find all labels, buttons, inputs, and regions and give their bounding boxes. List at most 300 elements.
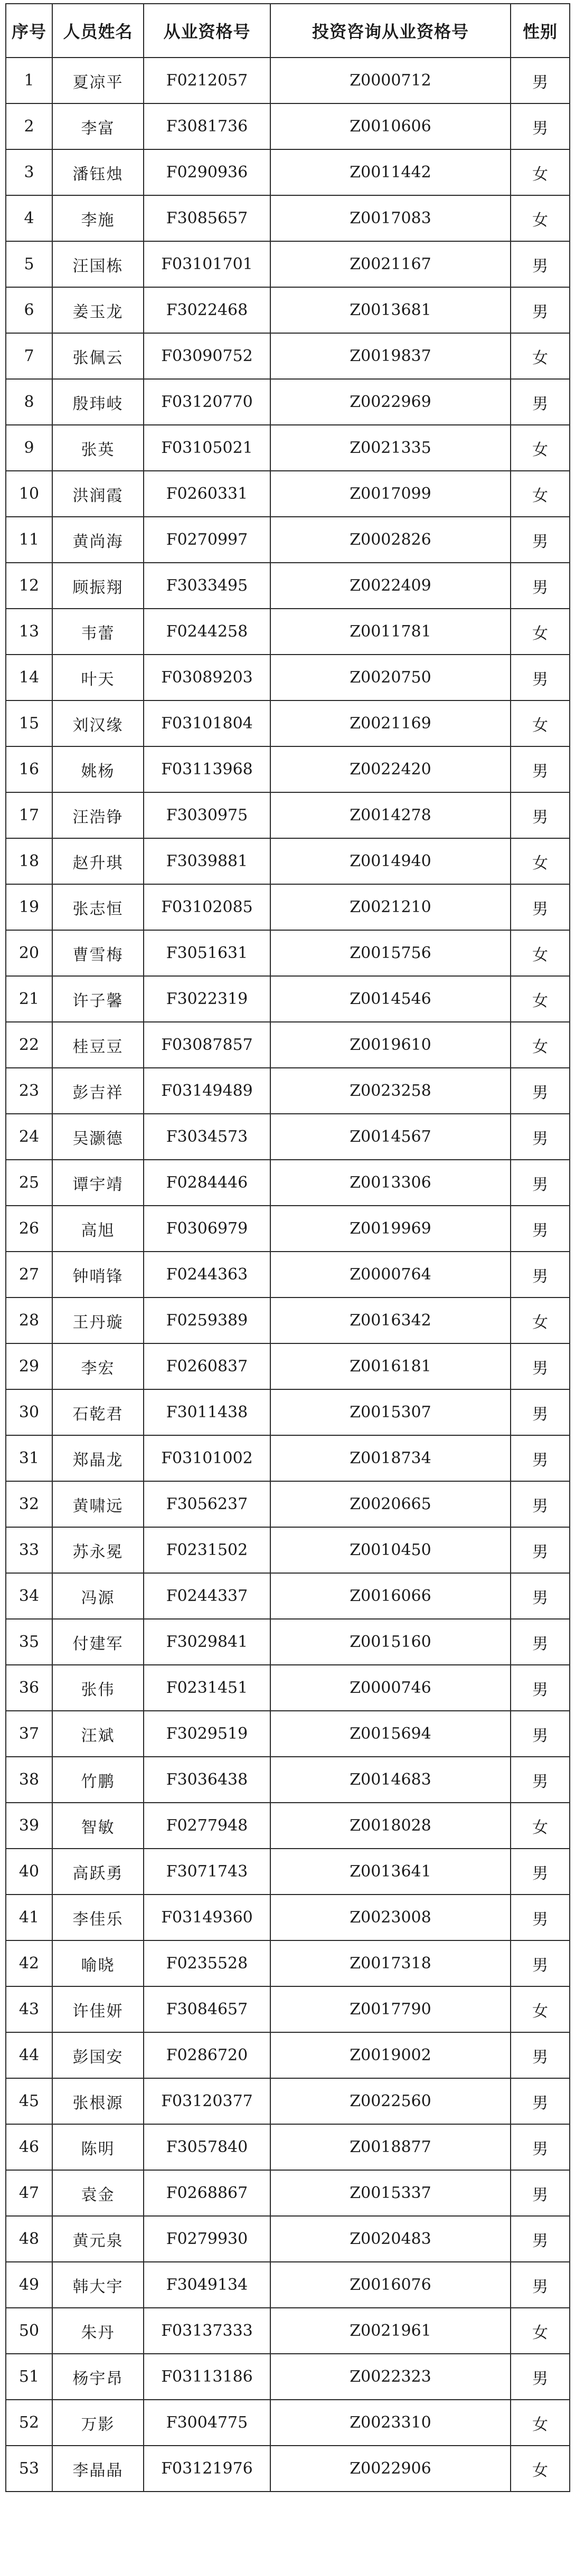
- table-row: [6, 1573, 570, 1619]
- cell-seq: 26: [6, 1206, 52, 1252]
- cell-name: 谭宇靖: [52, 1160, 144, 1206]
- cell-name: 喻晓: [52, 1940, 144, 1986]
- cell-gender: 男: [511, 2354, 570, 2400]
- cell-cert-number: F3030975: [144, 792, 270, 838]
- cell-seq: 33: [6, 1527, 52, 1573]
- cell-seq: 46: [6, 2124, 52, 2170]
- table-row: [6, 1022, 570, 1068]
- cell-cert-number: F3034573: [144, 1114, 270, 1160]
- cell-investment-consulting-number: Z0021210: [270, 884, 511, 930]
- cell-cert-number: F0231451: [144, 1665, 270, 1711]
- table-row: [6, 149, 570, 195]
- cell-cert-number: F3029841: [144, 1619, 270, 1665]
- cell-gender: 男: [511, 517, 570, 563]
- cell-investment-consulting-number: Z0018734: [270, 1435, 511, 1481]
- cell-seq: 41: [6, 1895, 52, 1940]
- cell-gender: 女: [511, 976, 570, 1022]
- cell-cert-number: F0270997: [144, 517, 270, 563]
- cell-investment-consulting-number: Z0022323: [270, 2354, 511, 2400]
- cell-seq: 23: [6, 1068, 52, 1114]
- cell-cert-number: F3081736: [144, 103, 270, 149]
- cell-investment-consulting-number: Z0013681: [270, 287, 511, 333]
- cell-seq: 44: [6, 2032, 52, 2078]
- cell-investment-consulting-number: Z0014940: [270, 838, 511, 884]
- cell-name: 石乾君: [52, 1389, 144, 1435]
- cell-gender: 男: [511, 2078, 570, 2124]
- cell-gender: 男: [511, 287, 570, 333]
- cell-investment-consulting-number: Z0010450: [270, 1527, 511, 1573]
- table-row: [6, 1435, 570, 1481]
- cell-name: 黄元泉: [52, 2216, 144, 2262]
- cell-cert-number: F0279930: [144, 2216, 270, 2262]
- header-seq: 序号: [6, 4, 52, 58]
- cell-investment-consulting-number: Z0021167: [270, 241, 511, 287]
- cell-name: 李施: [52, 195, 144, 241]
- cell-gender: 男: [511, 241, 570, 287]
- cell-gender: 女: [511, 1803, 570, 1849]
- cell-investment-consulting-number: Z0023008: [270, 1895, 511, 1940]
- cell-name: 汪国栋: [52, 241, 144, 287]
- cell-investment-consulting-number: Z0010606: [270, 103, 511, 149]
- table-row: [6, 1068, 570, 1114]
- cell-gender: 男: [511, 1114, 570, 1160]
- cell-gender: 男: [511, 2124, 570, 2170]
- cell-seq: 12: [6, 563, 52, 609]
- table-row: [6, 1665, 570, 1711]
- table-row: [6, 1986, 570, 2032]
- cell-investment-consulting-number: Z0013306: [270, 1160, 511, 1206]
- cell-name: 殷玮岐: [52, 379, 144, 425]
- cell-seq: 14: [6, 655, 52, 700]
- table-row: [6, 58, 570, 103]
- cell-seq: 43: [6, 1986, 52, 2032]
- cell-investment-consulting-number: Z0014278: [270, 792, 511, 838]
- cell-investment-consulting-number: Z0015337: [270, 2170, 511, 2216]
- cell-cert-number: F0290936: [144, 149, 270, 195]
- cell-cert-number: F03121976: [144, 2446, 270, 2492]
- cell-investment-consulting-number: Z0016076: [270, 2262, 511, 2308]
- cell-investment-consulting-number: Z0014546: [270, 976, 511, 1022]
- cell-name: 姚杨: [52, 746, 144, 792]
- cell-cert-number: F0306979: [144, 1206, 270, 1252]
- cell-name: 朱丹: [52, 2308, 144, 2354]
- cell-investment-consulting-number: Z0000712: [270, 58, 511, 103]
- table-row: [6, 287, 570, 333]
- cell-name: 冯源: [52, 1573, 144, 1619]
- cell-cert-number: F03113968: [144, 746, 270, 792]
- cell-investment-consulting-number: Z0022409: [270, 563, 511, 609]
- cell-cert-number: F0284446: [144, 1160, 270, 1206]
- cell-cert-number: F0259389: [144, 1298, 270, 1343]
- cell-gender: 女: [511, 471, 570, 517]
- cell-gender: 男: [511, 1527, 570, 1573]
- table-row: [6, 655, 570, 700]
- cell-investment-consulting-number: Z0022906: [270, 2446, 511, 2492]
- cell-investment-consulting-number: Z0019610: [270, 1022, 511, 1068]
- table-row: [6, 471, 570, 517]
- table-row: [6, 1481, 570, 1527]
- cell-seq: 22: [6, 1022, 52, 1068]
- cell-seq: 31: [6, 1435, 52, 1481]
- cell-name: 李富: [52, 103, 144, 149]
- table-row: [6, 563, 570, 609]
- header-gender: 性别: [511, 4, 570, 58]
- cell-name: 汪浩铮: [52, 792, 144, 838]
- cell-investment-consulting-number: Z0021335: [270, 425, 511, 471]
- cell-seq: 24: [6, 1114, 52, 1160]
- cell-investment-consulting-number: Z0015694: [270, 1711, 511, 1757]
- cell-seq: 4: [6, 195, 52, 241]
- table-header: [6, 4, 570, 58]
- header-name: 人员姓名: [52, 4, 144, 58]
- header-cert-number: 从业资格号: [144, 4, 270, 58]
- cell-gender: 男: [511, 2032, 570, 2078]
- document-page: [5, 3, 569, 2492]
- cell-name: 苏永冕: [52, 1527, 144, 1573]
- cell-gender: 女: [511, 2308, 570, 2354]
- cell-investment-consulting-number: Z0000764: [270, 1252, 511, 1298]
- cell-seq: 38: [6, 1757, 52, 1803]
- cell-cert-number: F03102085: [144, 884, 270, 930]
- cell-gender: 男: [511, 1481, 570, 1527]
- cell-name: 许子馨: [52, 976, 144, 1022]
- cell-cert-number: F3022468: [144, 287, 270, 333]
- cell-name: 姜玉龙: [52, 287, 144, 333]
- cell-investment-consulting-number: Z0002826: [270, 517, 511, 563]
- table-row: [6, 609, 570, 655]
- cell-seq: 15: [6, 700, 52, 746]
- cell-gender: 男: [511, 884, 570, 930]
- cell-name: 杨宇昂: [52, 2354, 144, 2400]
- cell-investment-consulting-number: Z0021169: [270, 700, 511, 746]
- cell-gender: 男: [511, 1206, 570, 1252]
- table-row: [6, 1527, 570, 1573]
- cell-name: 钟哨锋: [52, 1252, 144, 1298]
- cell-gender: 男: [511, 792, 570, 838]
- header-row: [6, 4, 570, 58]
- cell-seq: 3: [6, 149, 52, 195]
- table-row: [6, 2216, 570, 2262]
- cell-seq: 37: [6, 1711, 52, 1757]
- cell-name: 汪斌: [52, 1711, 144, 1757]
- table-row: [6, 333, 570, 379]
- cell-investment-consulting-number: Z0019969: [270, 1206, 511, 1252]
- cell-cert-number: F0260331: [144, 471, 270, 517]
- cell-cert-number: F0260837: [144, 1343, 270, 1389]
- cell-cert-number: F3039881: [144, 838, 270, 884]
- cell-seq: 2: [6, 103, 52, 149]
- cell-name: 黄尚海: [52, 517, 144, 563]
- cell-name: 竹鹏: [52, 1757, 144, 1803]
- cell-seq: 27: [6, 1252, 52, 1298]
- cell-gender: 女: [511, 1986, 570, 2032]
- cell-seq: 51: [6, 2354, 52, 2400]
- cell-name: 张伟: [52, 1665, 144, 1711]
- cell-seq: 1: [6, 58, 52, 103]
- cell-gender: 男: [511, 563, 570, 609]
- cell-seq: 16: [6, 746, 52, 792]
- cell-seq: 9: [6, 425, 52, 471]
- cell-cert-number: F03120377: [144, 2078, 270, 2124]
- cell-name: 彭国安: [52, 2032, 144, 2078]
- table-row: [6, 2124, 570, 2170]
- cell-gender: 男: [511, 1573, 570, 1619]
- cell-investment-consulting-number: Z0022420: [270, 746, 511, 792]
- cell-name: 陈明: [52, 2124, 144, 2170]
- cell-cert-number: F03120770: [144, 379, 270, 425]
- cell-investment-consulting-number: Z0014683: [270, 1757, 511, 1803]
- cell-investment-consulting-number: Z0016342: [270, 1298, 511, 1343]
- cell-cert-number: F3022319: [144, 976, 270, 1022]
- cell-seq: 40: [6, 1849, 52, 1895]
- cell-cert-number: F03089203: [144, 655, 270, 700]
- cell-gender: 男: [511, 1435, 570, 1481]
- cell-seq: 25: [6, 1160, 52, 1206]
- cell-seq: 30: [6, 1389, 52, 1435]
- cell-gender: 男: [511, 2216, 570, 2262]
- cell-seq: 13: [6, 609, 52, 655]
- cell-gender: 女: [511, 2446, 570, 2492]
- table-row: [6, 2170, 570, 2216]
- cell-name: 桂豆豆: [52, 1022, 144, 1068]
- cell-name: 顾振翔: [52, 563, 144, 609]
- table-row: [6, 838, 570, 884]
- cell-investment-consulting-number: Z0016181: [270, 1343, 511, 1389]
- cell-seq: 48: [6, 2216, 52, 2262]
- cell-seq: 42: [6, 1940, 52, 1986]
- cell-cert-number: F3036438: [144, 1757, 270, 1803]
- cell-cert-number: F0277948: [144, 1803, 270, 1849]
- cell-cert-number: F0286720: [144, 2032, 270, 2078]
- table-row: [6, 517, 570, 563]
- table-row: [6, 700, 570, 746]
- table-row: [6, 1757, 570, 1803]
- table-row: [6, 2032, 570, 2078]
- table-row: [6, 1343, 570, 1389]
- cell-seq: 5: [6, 241, 52, 287]
- cell-gender: 男: [511, 103, 570, 149]
- cell-seq: 32: [6, 1481, 52, 1527]
- cell-name: 彭吉祥: [52, 1068, 144, 1114]
- table-row: [6, 241, 570, 287]
- cell-cert-number: F3056237: [144, 1481, 270, 1527]
- cell-investment-consulting-number: Z0020665: [270, 1481, 511, 1527]
- cell-name: 张英: [52, 425, 144, 471]
- cell-cert-number: F0244363: [144, 1252, 270, 1298]
- cell-cert-number: F03101002: [144, 1435, 270, 1481]
- cell-gender: 女: [511, 1298, 570, 1343]
- table-row: [6, 1849, 570, 1895]
- cell-gender: 男: [511, 1940, 570, 1986]
- cell-name: 袁金: [52, 2170, 144, 2216]
- cell-seq: 29: [6, 1343, 52, 1389]
- cell-name: 高旭: [52, 1206, 144, 1252]
- table-row: [6, 1389, 570, 1435]
- table-row: [6, 1711, 570, 1757]
- cell-investment-consulting-number: Z0023310: [270, 2400, 511, 2446]
- cell-gender: 女: [511, 838, 570, 884]
- cell-cert-number: F3033495: [144, 563, 270, 609]
- cell-cert-number: F0212057: [144, 58, 270, 103]
- table-row: [6, 1895, 570, 1940]
- cell-gender: 男: [511, 746, 570, 792]
- cell-seq: 19: [6, 884, 52, 930]
- table-row: [6, 2308, 570, 2354]
- cell-gender: 女: [511, 700, 570, 746]
- cell-gender: 女: [511, 149, 570, 195]
- cell-cert-number: F03101701: [144, 241, 270, 287]
- cell-seq: 6: [6, 287, 52, 333]
- table-row: [6, 2262, 570, 2308]
- table-body: [6, 58, 570, 2492]
- cell-cert-number: F03101804: [144, 700, 270, 746]
- cell-investment-consulting-number: Z0022969: [270, 379, 511, 425]
- cell-name: 付建军: [52, 1619, 144, 1665]
- cell-gender: 男: [511, 1343, 570, 1389]
- cell-investment-consulting-number: Z0018877: [270, 2124, 511, 2170]
- cell-gender: 女: [511, 609, 570, 655]
- cell-cert-number: F3004775: [144, 2400, 270, 2446]
- cell-seq: 39: [6, 1803, 52, 1849]
- cell-cert-number: F3011438: [144, 1389, 270, 1435]
- cell-cert-number: F03137333: [144, 2308, 270, 2354]
- cell-cert-number: F0268867: [144, 2170, 270, 2216]
- table-row: [6, 746, 570, 792]
- table-row: [6, 425, 570, 471]
- cell-gender: 男: [511, 58, 570, 103]
- cell-gender: 男: [511, 655, 570, 700]
- cell-name: 夏凉平: [52, 58, 144, 103]
- cell-cert-number: F03113186: [144, 2354, 270, 2400]
- cell-name: 韩大宇: [52, 2262, 144, 2308]
- table-row: [6, 2354, 570, 2400]
- cell-cert-number: F03149489: [144, 1068, 270, 1114]
- cell-seq: 10: [6, 471, 52, 517]
- table-row: [6, 1252, 570, 1298]
- cell-seq: 49: [6, 2262, 52, 2308]
- cell-investment-consulting-number: Z0015756: [270, 930, 511, 976]
- cell-name: 李晶晶: [52, 2446, 144, 2492]
- cell-name: 潘钰烛: [52, 149, 144, 195]
- cell-seq: 28: [6, 1298, 52, 1343]
- cell-gender: 男: [511, 1389, 570, 1435]
- cell-name: 王丹璇: [52, 1298, 144, 1343]
- table-row: [6, 1160, 570, 1206]
- cell-investment-consulting-number: Z0000746: [270, 1665, 511, 1711]
- cell-name: 许佳妍: [52, 1986, 144, 2032]
- cell-investment-consulting-number: Z0022560: [270, 2078, 511, 2124]
- cell-name: 张佩云: [52, 333, 144, 379]
- cell-name: 洪润霞: [52, 471, 144, 517]
- cell-investment-consulting-number: Z0016066: [270, 1573, 511, 1619]
- cell-seq: 34: [6, 1573, 52, 1619]
- cell-name: 智敏: [52, 1803, 144, 1849]
- cell-seq: 8: [6, 379, 52, 425]
- cell-cert-number: F0235528: [144, 1940, 270, 1986]
- cell-gender: 男: [511, 1665, 570, 1711]
- cell-cert-number: F3049134: [144, 2262, 270, 2308]
- cell-name: 黄啸远: [52, 1481, 144, 1527]
- cell-seq: 18: [6, 838, 52, 884]
- cell-gender: 女: [511, 2400, 570, 2446]
- table-row: [6, 103, 570, 149]
- cell-gender: 女: [511, 195, 570, 241]
- cell-investment-consulting-number: Z0019837: [270, 333, 511, 379]
- cell-investment-consulting-number: Z0013641: [270, 1849, 511, 1895]
- cell-gender: 女: [511, 333, 570, 379]
- cell-name: 叶天: [52, 655, 144, 700]
- cell-name: 万影: [52, 2400, 144, 2446]
- cell-investment-consulting-number: Z0018028: [270, 1803, 511, 1849]
- cell-gender: 男: [511, 2170, 570, 2216]
- cell-seq: 47: [6, 2170, 52, 2216]
- header-investment-consulting-number: 投资咨询从业资格号: [270, 4, 511, 58]
- cell-investment-consulting-number: Z0021961: [270, 2308, 511, 2354]
- table-row: [6, 884, 570, 930]
- cell-investment-consulting-number: Z0017083: [270, 195, 511, 241]
- cell-cert-number: F3071743: [144, 1849, 270, 1895]
- cell-investment-consulting-number: Z0017790: [270, 1986, 511, 2032]
- table-row: [6, 2400, 570, 2446]
- cell-investment-consulting-number: Z0011442: [270, 149, 511, 195]
- cell-seq: 36: [6, 1665, 52, 1711]
- table-row: [6, 1206, 570, 1252]
- cell-investment-consulting-number: Z0015307: [270, 1389, 511, 1435]
- cell-seq: 45: [6, 2078, 52, 2124]
- cell-gender: 女: [511, 1022, 570, 1068]
- cell-investment-consulting-number: Z0019002: [270, 2032, 511, 2078]
- cell-cert-number: F0244337: [144, 1573, 270, 1619]
- cell-investment-consulting-number: Z0020483: [270, 2216, 511, 2262]
- cell-investment-consulting-number: Z0020750: [270, 655, 511, 700]
- cell-seq: 50: [6, 2308, 52, 2354]
- table-row: [6, 1803, 570, 1849]
- cell-seq: 21: [6, 976, 52, 1022]
- cell-gender: 男: [511, 2262, 570, 2308]
- cell-gender: 女: [511, 425, 570, 471]
- cell-seq: 35: [6, 1619, 52, 1665]
- table-row: [6, 1114, 570, 1160]
- cell-cert-number: F0231502: [144, 1527, 270, 1573]
- cell-seq: 20: [6, 930, 52, 976]
- table-row: [6, 792, 570, 838]
- cell-cert-number: F3057840: [144, 2124, 270, 2170]
- table-row: [6, 2446, 570, 2492]
- cell-name: 刘汉缘: [52, 700, 144, 746]
- cell-cert-number: F3051631: [144, 930, 270, 976]
- cell-seq: 17: [6, 792, 52, 838]
- cell-name: 李宏: [52, 1343, 144, 1389]
- staff-qualification-table: [5, 3, 570, 2492]
- table-row: [6, 2078, 570, 2124]
- table-row: [6, 1619, 570, 1665]
- cell-name: 吴灏德: [52, 1114, 144, 1160]
- cell-cert-number: F03087857: [144, 1022, 270, 1068]
- cell-gender: 男: [511, 1252, 570, 1298]
- cell-investment-consulting-number: Z0017099: [270, 471, 511, 517]
- cell-name: 李佳乐: [52, 1895, 144, 1940]
- cell-name: 曹雪梅: [52, 930, 144, 976]
- cell-name: 张志恒: [52, 884, 144, 930]
- cell-investment-consulting-number: Z0015160: [270, 1619, 511, 1665]
- cell-gender: 男: [511, 1895, 570, 1940]
- cell-cert-number: F03105021: [144, 425, 270, 471]
- cell-seq: 11: [6, 517, 52, 563]
- cell-investment-consulting-number: Z0011781: [270, 609, 511, 655]
- cell-investment-consulting-number: Z0014567: [270, 1114, 511, 1160]
- cell-name: 韦蕾: [52, 609, 144, 655]
- cell-seq: 52: [6, 2400, 52, 2446]
